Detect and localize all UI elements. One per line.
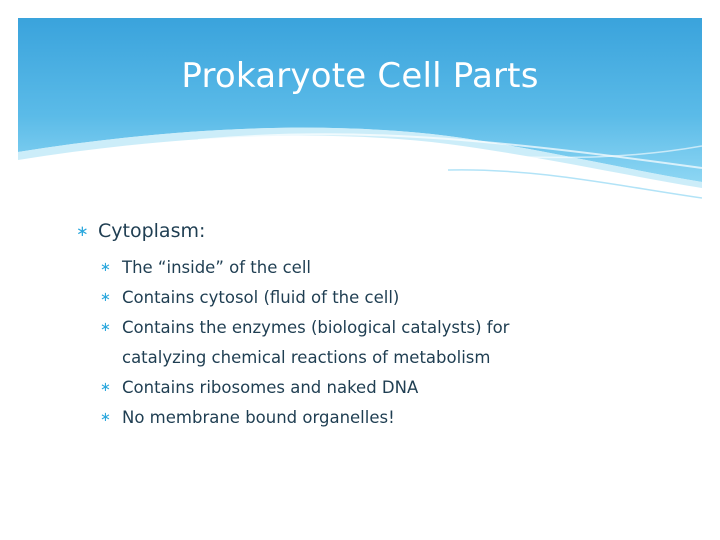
sub-bullet-text: No membrane bound organelles! bbox=[122, 408, 395, 427]
title-banner bbox=[18, 18, 702, 200]
bullet-icon: ∗ bbox=[100, 260, 111, 275]
bullet-icon: ∗ bbox=[100, 410, 111, 425]
bullet-icon: ∗ bbox=[100, 380, 111, 395]
slide-content bbox=[76, 215, 676, 433]
slide-title: Prokaryote Cell Parts bbox=[181, 56, 539, 96]
sub-bullet-text: Contains ribosomes and naked DNA bbox=[122, 378, 419, 397]
banner-graphic bbox=[18, 18, 702, 200]
sub-bullet-text-continued: catalyzing chemical reactions of metabolism bbox=[122, 348, 491, 367]
sub-bullet-item bbox=[100, 253, 676, 283]
sub-bullet-item bbox=[100, 373, 676, 403]
sub-bullet-item bbox=[100, 283, 676, 313]
bullet-label: Cytoplasm: bbox=[98, 220, 206, 242]
sub-bullet-text: Contains the enzymes (biological catalysts) for bbox=[122, 318, 510, 337]
sub-bullet-text: The “inside” of the cell bbox=[122, 258, 311, 277]
sub-bullet-item bbox=[100, 313, 676, 373]
bullet-icon: ∗ bbox=[76, 222, 89, 240]
bullet-icon: ∗ bbox=[100, 320, 111, 335]
sub-bullet-text: Contains cytosol (fluid of the cell) bbox=[122, 288, 400, 307]
sub-bullet-item bbox=[100, 403, 676, 433]
sub-bullet-list bbox=[76, 253, 676, 433]
bullet-icon: ∗ bbox=[100, 290, 111, 305]
bullet-cytoplasm bbox=[76, 215, 676, 247]
